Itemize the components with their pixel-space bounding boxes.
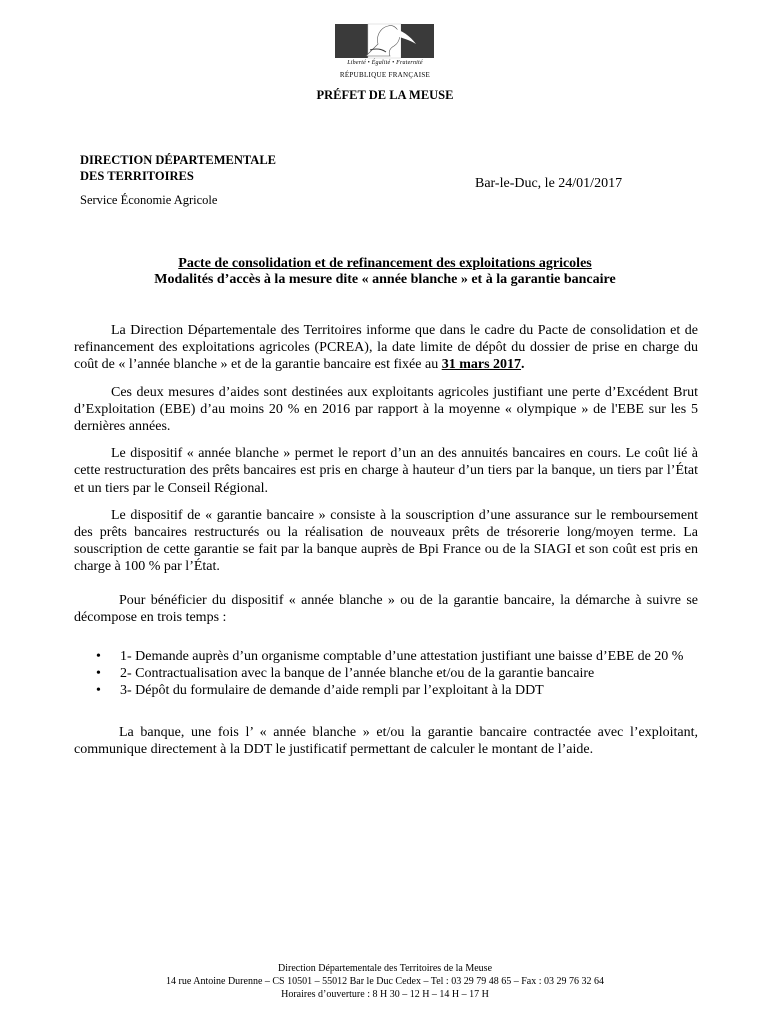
paragraph-3: Le dispositif « année blanche » permet le report d’un an des annuités bancaires en cours. Le coût lié à cette restructuration des prêts bancaires est pris en charge à hauteur d’un tiers par la banque, un tiers par l’État et un tiers par le Conseil Régional. <box>74 446 698 496</box>
letter-body <box>74 322 698 768</box>
paragraph-4: Le dispositif de « garantie bancaire » consiste à la souscription d’une assurance sur le remboursement des prêts bancaires restructurés ou la réalisation de nouveaux prêts de trésorerie long/moyen terme. La souscription de cette garantie se fait par la banque auprès de Bpi France ou de la SIAGI et son coût est pris en charge à 100 % par l’État. <box>74 507 698 575</box>
date-line: Bar-le-Duc, le 24/01/2017 <box>475 176 623 191</box>
footer-line-3: Horaires d’ouverture : 8 H 30 – 12 H – 14 H – 17 H <box>281 989 489 1000</box>
marianne-logo <box>330 22 440 84</box>
step-2: 2- Contractualisation avec la banque de l’année blanche et/ou de la garantie bancaire <box>120 666 595 682</box>
bullet-icon: • <box>96 683 101 699</box>
paragraph-1-text: La Direction Départementale des Territoires informe que dans le cadre du Pacte de consolidation et de refinancement des exploitations agricoles (PCREA), la date limite de dépôt du dossier de prise en charge du coût de « l’année blanche » et de la garantie bancaire est fixée au <box>74 323 698 373</box>
footer-line-1: Direction Départementale des Territoires de la Meuse <box>277 963 493 974</box>
paragraph-5: Pour bénéficier du dispositif « année blanche » ou de la garantie bancaire, la démarche à suivre se décompose en trois temps : <box>74 592 698 625</box>
steps-list <box>74 648 698 700</box>
title-line-2: Modalités d’accès à la mesure dite « année blanche » et à la garantie bancaire <box>154 272 616 287</box>
list-item <box>74 682 698 699</box>
sender-service: Service Économie Agricole <box>80 193 218 207</box>
paragraph-1 <box>74 322 698 374</box>
list-item <box>74 648 698 665</box>
paragraph-6: La banque, une fois l’ « année blanche » et/ou la garantie bancaire contractée avec l’exploitant, communique directement à la DDT le justificatif permettant de calculer le montant de l’aide. <box>74 724 698 757</box>
step-1: 1- Demande auprès d’un organisme comptable d’une attestation justifiant une baisse d’EBE de 20 % <box>120 649 684 665</box>
document-title <box>0 256 770 288</box>
title-line-1: Pacte de consolidation et de refinancement des exploitations agricoles <box>178 256 592 271</box>
paragraph-2: Ces deux mesures d’aides sont destinées aux exploitants agricoles justifiant une perte d’Excédent Brut d’Exploitation (EBE) d’au moins 20 % en 2016 par rapport à la moyenne « olympique » de l'EBE sur les 5 dernières années. <box>74 384 698 435</box>
direction-line-2: DES TERRITOIRES <box>80 169 194 183</box>
step-3: 3- Dépôt du formulaire de demande d’aide rempli par l’exploitant à la DDT <box>120 683 544 699</box>
deadline-date: 31 mars 2017 <box>441 357 522 373</box>
paragraph-1-end: . <box>521 357 525 373</box>
logo-motto: Liberté • Égalité • Fraternité <box>347 60 423 66</box>
sender-direction <box>80 152 276 184</box>
logo-republic: RÉPUBLIQUE FRANÇAISE <box>339 71 431 79</box>
direction-line-1: DIRECTION DÉPARTEMENTALE <box>80 153 276 167</box>
marianne-icon <box>330 22 440 60</box>
bullet-icon: • <box>96 666 101 682</box>
bullet-icon: • <box>96 649 101 665</box>
list-item <box>74 665 698 682</box>
footer <box>0 962 770 1001</box>
prefet-heading: PRÉFET DE LA MEUSE <box>316 88 454 102</box>
footer-line-2: 14 rue Antoine Durenne – CS 10501 – 55012 Bar le Duc Cedex – Tel : 03 29 79 48 65 – Fax : 03 29 76 32 64 <box>166 976 604 987</box>
